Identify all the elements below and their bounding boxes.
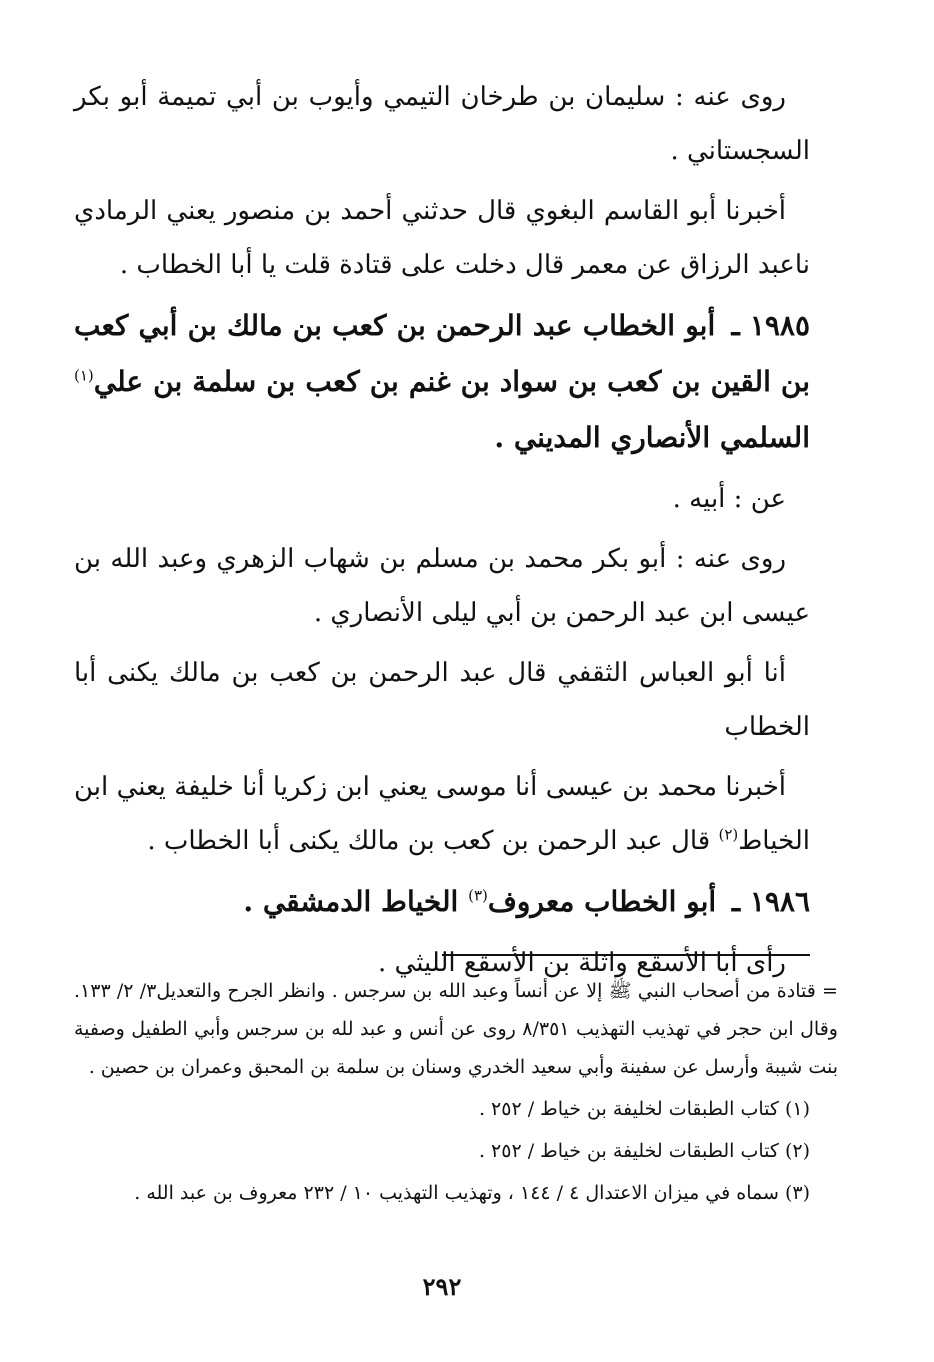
entry-name-rest: السلمي الأنصاري المديني . [494,421,810,454]
footnote-marker: (١) [74,366,94,385]
book-page [74,70,838,1350]
entry-heading-1986 [74,874,810,930]
footnote-continuation: = قتادة من أصحاب النبي ﷺ إلا عن أنساً وعبد الله بن سرجس . وانظر الجرح والتعديل٣/ ٢/ ١٣٣. وقال ابن حجر في تهذيب التهذيب ٨/٣٥١ روى عن أنس و عبد لله بن سرجس وأبي الطفيل وصفية بنت شيبة وأرسل عن سفينة وأبي سعيد الخدري وسنان بن سلمة بن المحبق وعمران بن حصين . [74,980,838,1078]
entry-name: أبو الخطاب عبد الرحمن بن كعب بن مالك بن أبي كعب بن القين بن كعب بن سواد بن غنم بن كعب بن سلمة بن علي [74,309,810,398]
isnad-paragraph: أخبرنا أبو القاسم البغوي قال حدثني أحمد بن منصور يعني الرمادي ناعبد الرزاق عن معمر قال دخلت على قتادة قلت يا أبا الخطاب . [74,196,810,280]
isnad-paragraph [74,760,810,868]
footnote-3: (٣) سماه في ميزان الاعتدال ٤ / ١٤٤ ، وتهذيب التهذيب ١٠ / ٢٣٢ معروف بن عبد الله . [134,1182,810,1204]
footnote-separator [442,954,810,956]
page-number: ٢٩٢ [422,1272,462,1301]
saw-paragraph: رأى أبا الأسقع واثلة بن الأسقع الليثي . [378,948,786,978]
narrators-paragraph: روى عنه : أبو بكر محمد بن مسلم بن شهاب الزهري وعبد الله بن عيسى ابن عبد الرحمن بن أبي ليلى الأنصاري . [74,544,810,628]
entry-heading-1985 [74,298,810,466]
entry-number: ١٩٨٦ ـ [731,885,810,918]
from-paragraph: عن : أبيه . [672,484,786,514]
entry-number: ١٩٨٥ ـ [731,309,810,342]
footnote-marker: (٢) [718,825,739,844]
footnote-2: (٢) كتاب الطبقات لخليفة بن خياط / ٢٥٢ . [478,1140,810,1162]
entry-name-rest: الخياط الدمشقي . [243,885,459,918]
footnotes [74,972,838,1216]
footnote-1: (١) كتاب الطبقات لخليفة بن خياط / ٢٥٢ . [478,1098,810,1120]
isnad-paragraph: أنا أبو العباس الثقفي قال عبد الرحمن بن كعب بن مالك يكنى أبا الخطاب [74,658,810,742]
narrators-paragraph: روى عنه : سليمان بن طرخان التيمي وأيوب بن أبي تميمة أبو بكر السجستاني . [74,82,810,166]
isnad-text: أخبرنا محمد بن عيسى أنا موسى يعني ابن زكريا أنا خليفة يعني ابن الخياط [74,772,810,856]
footnote-marker: (٣) [468,886,488,905]
isnad-text-rest: قال عبد الرحمن بن كعب بن مالك يكنى أبا الخطاب . [147,826,711,856]
entry-name: أبو الخطاب معروف [487,885,717,918]
